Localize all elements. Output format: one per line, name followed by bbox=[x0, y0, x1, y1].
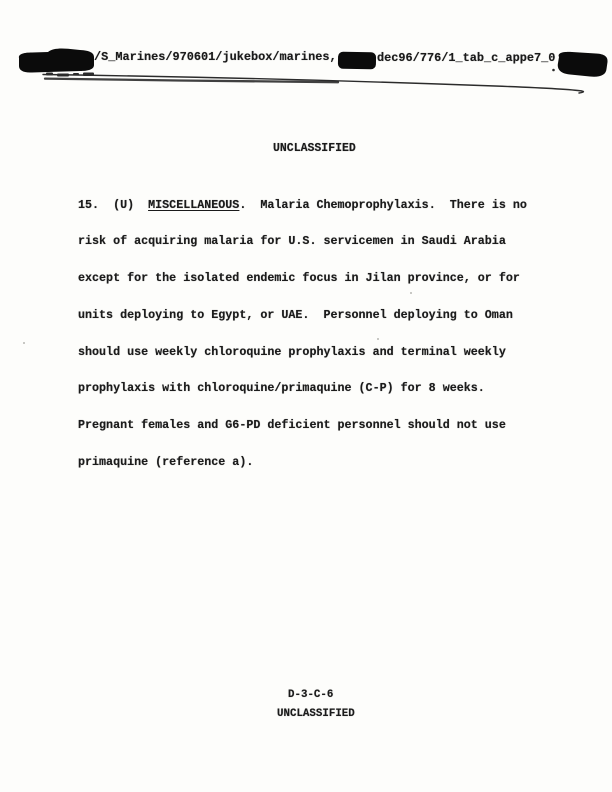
classification-banner-bottom: UNCLASSIFIED bbox=[277, 708, 355, 720]
paragraph-line-2: risk of acquiring malaria for U.S. servicemen in Saudi Arabia bbox=[78, 234, 506, 249]
paragraph-line-7: Pregnant females and G6-PD deficient personnel should not use bbox=[78, 418, 506, 432]
body-paragraph bbox=[78, 174, 527, 493]
paragraph-line-6: prophylaxis with chloroquine/primaquine (C-P) for 8 weeks. bbox=[78, 381, 485, 396]
header-file-path-segment-2: dec96/776/1_tab_c_appe7_0 bbox=[377, 51, 556, 65]
paragraph-line-1-text: . Malaria Chemoprophylaxis. There is no bbox=[239, 197, 527, 212]
paragraph-line-4: units deploying to Egypt, or UAE. Personnel deploying to Oman bbox=[78, 307, 513, 322]
redaction-bar-left bbox=[19, 48, 94, 72]
scan-speck bbox=[410, 292, 412, 294]
page-number: D-3-C-6 bbox=[288, 689, 334, 701]
paragraph-number-and-marking: 15. (U) bbox=[78, 197, 149, 212]
paragraph-line-1 bbox=[78, 199, 527, 211]
classification-banner-top: UNCLASSIFIED bbox=[273, 142, 356, 155]
paragraph-line-5: should use weekly chloroquine prophylaxis and terminal weekly bbox=[78, 344, 506, 359]
paragraph-line-3: except for the isolated endemic focus in Jilan province, or for bbox=[78, 271, 520, 285]
scan-line-long bbox=[43, 75, 583, 94]
paragraph-line-8: primaquine (reference a). bbox=[78, 454, 254, 469]
section-heading: MISCELLANEOUS bbox=[148, 197, 240, 212]
redaction-bar-middle bbox=[338, 52, 376, 70]
header-file-path-segment-1: /S_Marines/970601/jukebox/marines, bbox=[94, 50, 337, 64]
scan-dot bbox=[552, 69, 555, 72]
scan-speck bbox=[23, 342, 25, 344]
scan-speck bbox=[377, 338, 379, 340]
redaction-blob-right bbox=[558, 52, 608, 77]
